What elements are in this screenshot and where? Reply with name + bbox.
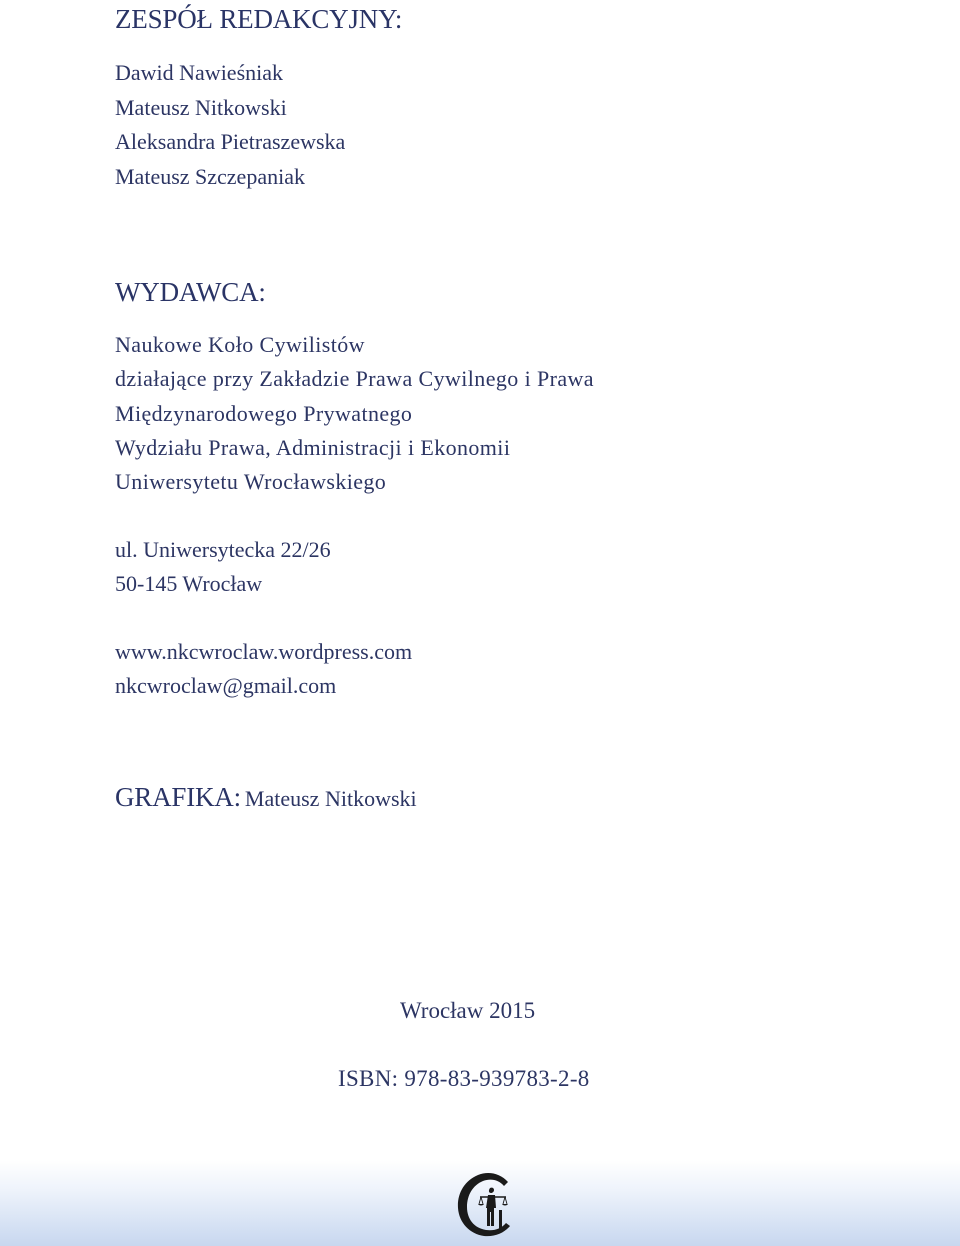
editorial-member: Mateusz Nitkowski	[115, 94, 287, 120]
publisher-line: Naukowe Koło Cywilistów	[115, 332, 365, 357]
postal-city: 50-145 Wrocław	[115, 571, 263, 596]
editorial-member: Mateusz Szczepaniak	[115, 163, 305, 189]
editorial-member: Aleksandra Pietraszewska	[115, 129, 346, 154]
graphics-heading: GRAFIKA:	[115, 782, 241, 812]
editorial-member: Dawid Nawieśniak	[115, 60, 284, 85]
publisher-address	[115, 533, 331, 601]
publisher-line: działające przy Zakładzie Prawa Cywilnego i Prawa	[115, 366, 594, 392]
publisher-heading: WYDAWCA:	[115, 277, 266, 307]
editorial-members	[115, 56, 345, 194]
street-address: ul. Uniwersytecka 22/26	[115, 537, 331, 562]
editorial-heading: ZESPÓŁ REDAKCYJNY:	[115, 4, 403, 34]
graphics-name: Mateusz Nitkowski	[244, 786, 417, 811]
nkc-logo-icon	[450, 1168, 522, 1240]
email-link[interactable]: nkcwroclaw@gmail.com	[115, 673, 337, 698]
isbn: ISBN: 978-83-939783-2-8	[338, 1066, 590, 1091]
publisher-details	[115, 328, 594, 499]
graphics-credit	[115, 782, 417, 812]
publisher-line: Uniwersytetu Wrocławskiego	[115, 469, 387, 495]
place-year: Wrocław 2015	[400, 998, 536, 1023]
website-link[interactable]: www.nkcwroclaw.wordpress.com	[115, 639, 413, 664]
publisher-line: Wydziału Prawa, Administracji i Ekonomii	[115, 434, 511, 460]
publisher-web	[115, 635, 412, 703]
publisher-line: Międzynarodowego Prywatnego	[115, 400, 413, 426]
